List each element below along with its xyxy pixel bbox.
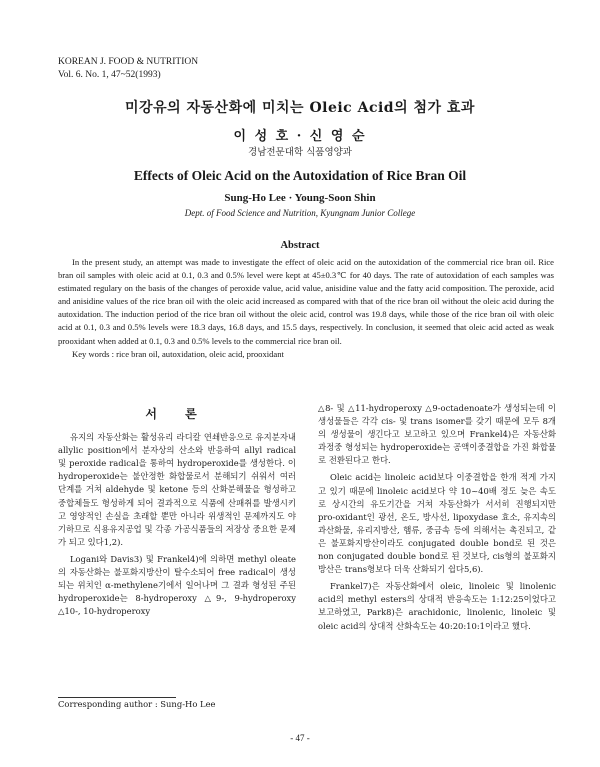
abstract-heading: Abstract	[280, 240, 320, 251]
journal-name: KOREAN J. FOOD & NUTRITION	[58, 57, 199, 67]
korean-affiliation: 경남전문대학 식품영양과	[248, 147, 352, 158]
english-affiliation: Dept. of Food Science and Nutrition, Kyungnam Junior College	[184, 208, 416, 218]
page-number: - 47 -	[290, 733, 310, 743]
korean-title: 미강유의 자동산화에 미치는 Oleic Acid의 첨가 효과	[125, 100, 475, 116]
body-column-left	[58, 408, 296, 618]
journal-volume: Vol. 6. No. 1, 47~52(1993)	[58, 70, 161, 80]
body-column-right	[318, 402, 556, 633]
section-heading: 서 론	[145, 407, 209, 421]
body-paragraph: 유지의 자동산화는 활성유리 라디칼 연쇄반응으로 유지분자내 allylic position에서 분자상의 산소와 반응하여 allyl radical 및 peroxide radical을 통하여 hydroperoxide를 생성한다. 이 hydroperoxide는 불안정한 화합물로서 분해되기 쉬워서 여러 단계를 거쳐 aldehyde 및 ketone 등의 산화분해물을 형성하고 중합체들도 형성하게 되어 결과적으로 식품에 산패취를 발생시키고 영양적인 손실을 초래할 뿐만 아니라 위생적인 문제까지도 야기하므로 식용유지공업 및 각종 가공식품들의 저장상 중요한 문제가 되고 있다1,2).	[58, 432, 296, 547]
abstract-text: In the present study, an attempt was made to investigate the effect of oleic acid on the autoxidation of the commercial rice bran oil. Rice bran oil samples with oleic acid at 0.1, 0.3 and 0.5% level were kept at 45±0.3℃ for 40 days. The rate of autoxidation of each samples was estimated regulary on the basis of the changes of peroxide value, acid value, anisidine value and the fatty acid composition. The peroxide, acid and anisidine values of the rice bran oil with the oleic acid increased as compared with that of the rice bran oil without the oleic acid during the autoxidation. The induction period of the rice bran oil without the oleic acid, control was 19.8 days, while those of the rice bran oil with oleic acid at 0.1, 0.3 and 0.5% levels were 18.3 days, 16.8 days, and 15.5 days, respectively. In conclusion, it seemed that oleic acid acted as weak prooxidant when added at 0.1, 0.3 and 0.5% levels to the commercial rice bran oil.	[58, 257, 554, 346]
body-paragraph: Frankel7)은 자동산화에서 oleic, linoleic 및 linolenic acid의 methyl esters의 상대적 반응속도는 1:12:25이었다고 보고하였고, Park8)은 arachidonic, linolenic, linoleic 및 oleic acid의 상대적 산화속도는 40:20:10:1이라고 했다.	[318, 581, 556, 631]
english-authors: Sung-Ho Lee · Young-Soon Shin	[224, 192, 376, 204]
body-paragraph: Logani와 Davis3) 및 Frankel4)에 의하면 methyl oleate의 자동산화는 불포화지방산이 탈수소되어 free radical이 생성되는 위치인 α-methylene기에서 일어나며 그 결과 형성된 주된 hydroperoxide는 8-hydroperoxy △9-, 9-hydroperoxy △10-, 10-hydroperoxy	[58, 553, 296, 617]
body-paragraph: △8- 및 △11-hydroperoxy △9-octadenoate가 생성되는데 이 생성물들은 각각 cis- 및 trans isomer를 갖기 때문에 모두 8개의 생성물이 생긴다고 보고하고 있으며 Frankel4)은 자동산화 과정중 형성되는 hydroperoxide는 공액이중결합을 가진 화합물로 전환된다고 한다.	[318, 403, 556, 466]
footnote: Corresponding author : Sung-Ho Lee	[58, 699, 216, 709]
korean-authors: 이 성 호 · 신 영 순	[233, 129, 367, 144]
keywords: Key words : rice bran oil, autoxidation, oleic acid, prooxidant	[72, 348, 284, 359]
english-title: Effects of Oleic Acid on the Autoxidation of Rice Bran Oil	[133, 168, 467, 183]
abstract-block	[58, 256, 554, 361]
journal-header	[58, 56, 198, 82]
body-paragraph: Oleic acid는 linoleic acid보다 이중결합을 한개 적게 가지고 있기 때문에 linoleic acid보다 약 10~40배 정도 늦은 속도로 상시간의 유도기간을 거쳐 자동산화가 서서히 진행되지만 pro-oxidant인 광선, 온도, 방사선, lipoxydase 효소, 유지속의 과산화물, 유리지방산, 햄류, 중금속 등에 의해서는 촉진되고, 같은 불포화지방산이라도 conjugated double bond로 된 것은 non conjugated double bond로 된 것보다, cis형의 불포화지방산은 trans형보다 더욱 산화되기 쉽다5,6).	[318, 472, 556, 575]
footnote-divider	[58, 697, 176, 698]
